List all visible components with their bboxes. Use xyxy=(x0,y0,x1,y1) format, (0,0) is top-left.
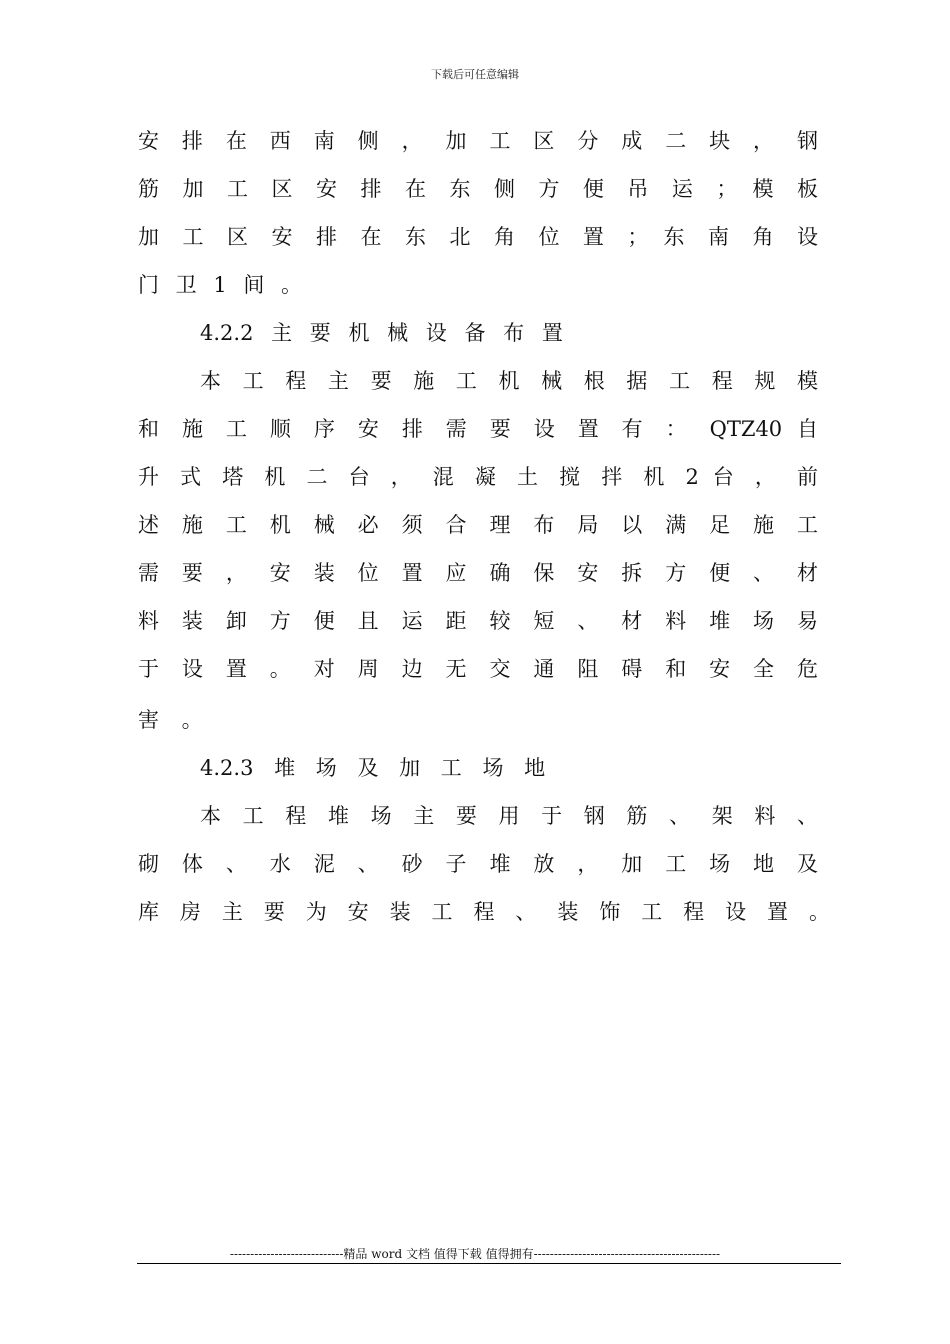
body-line-13: 害 。 xyxy=(138,708,203,732)
body-line-8: 升 式 塔 机 二 台 ， 混 凝 土 搅 拌 机 2 台 ， 前 xyxy=(138,465,818,489)
body-line-1: 安 排 在 西 南 侧 ， 加 工 区 分 成 二 块 ， 钢 xyxy=(138,129,818,153)
footer-rule xyxy=(137,1263,841,1264)
section-heading-4-2-2: 4.2.2 主 要 机 械 设 备 布 置 xyxy=(200,321,563,345)
body-line-11: 料 装 卸 方 便 且 运 距 较 短 、 材 料 堆 场 易 xyxy=(138,609,818,633)
body-line-6: 本 工 程 主 要 施 工 机 械 根 据 工 程 规 模 xyxy=(200,369,818,393)
body-line-7: 和 施 工 顺 序 安 排 需 要 设 置 有 ： QTZ40 自 xyxy=(138,417,818,441)
page-header: 下载后可任意编辑 xyxy=(431,68,519,81)
body-line-16: 砌 体 、 水 泥 、 砂 子 堆 放 ， 加 工 场 地 及 xyxy=(138,852,818,876)
body-line-4: 门 卫 1 间 。 xyxy=(138,273,303,297)
section-heading-4-2-3: 4.2.3 堆 场 及 加 工 场 地 xyxy=(200,756,546,780)
body-line-3: 加 工 区 安 排 在 东 北 角 位 置 ； 东 南 角 设 xyxy=(138,225,818,249)
body-line-15: 本 工 程 堆 场 主 要 用 于 钢 筋 、 架 料 、 xyxy=(200,804,818,828)
body-line-2: 筋 加 工 区 安 排 在 东 侧 方 便 吊 运 ； 模 板 xyxy=(138,177,818,201)
body-line-17: 库 房 主 要 为 安 装 工 程 、 装 饰 工 程 设 置 。 xyxy=(138,900,830,924)
body-line-10: 需 要 ， 安 装 位 置 应 确 保 安 拆 方 便 、 材 xyxy=(138,561,818,585)
page-footer: ----------------------------精品 word 文档 值得下载 值得拥有---------------------------------------------- xyxy=(229,1247,721,1261)
body-line-12: 于 设 置 。 对 周 边 无 交 通 阻 碍 和 安 全 危 xyxy=(138,657,818,681)
body-line-9: 述 施 工 机 械 必 须 合 理 布 局 以 满 足 施 工 xyxy=(138,513,818,537)
